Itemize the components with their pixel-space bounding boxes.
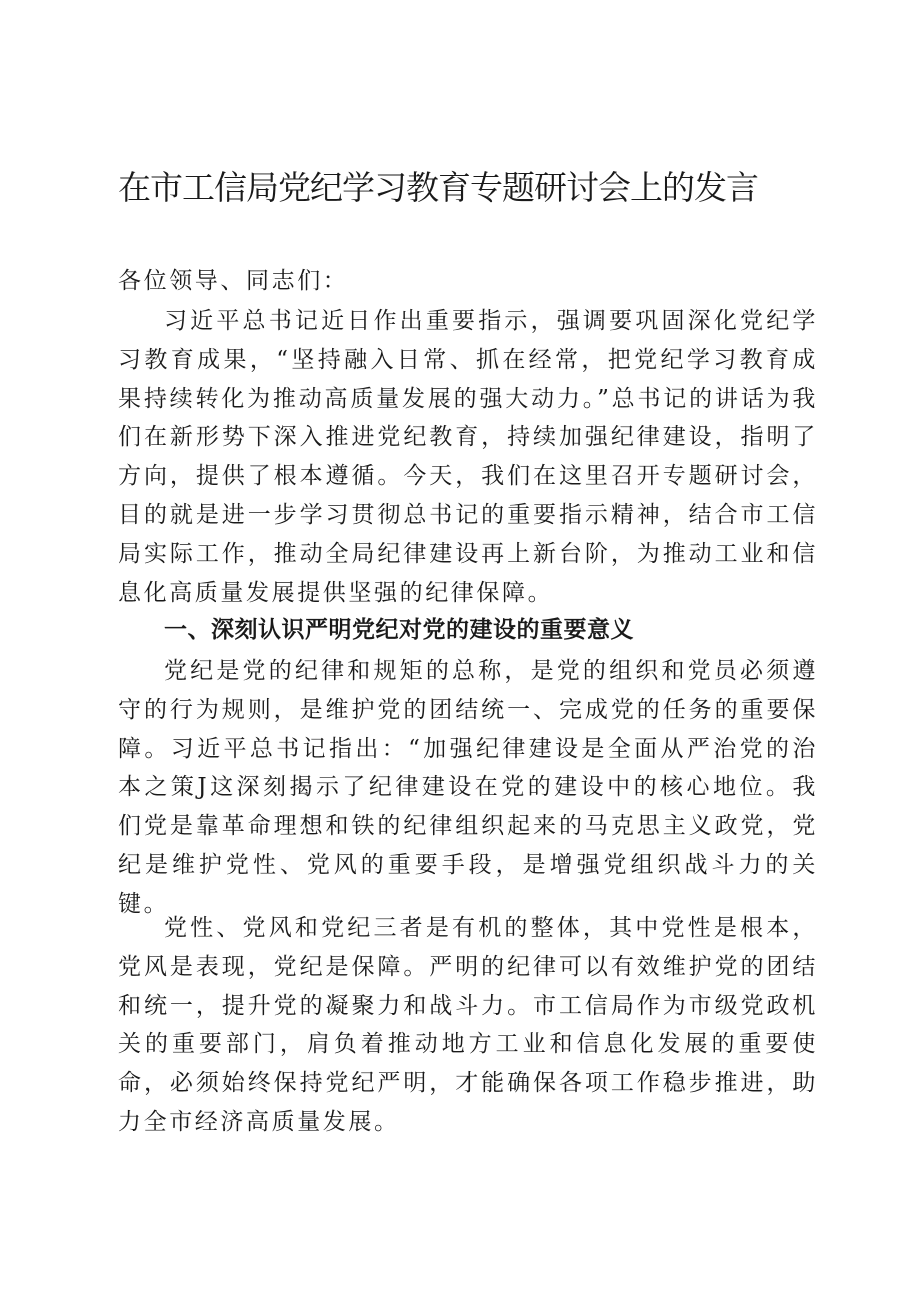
paragraph-intro: 习近平总书记近日作出重要指示，强调要巩固深化党纪学习教育成果，“坚持融入日常、抓在经常，把党纪学习教育成果持续转化为推动高质量发展的强大动力。”总书记的讲话为我们在新形势下深入推进党纪教育，持续加强纪律建设，指明了方向，提供了根本遵循。今天，我们在这里召开专题研讨会，目的就是进一步学习贯彻总书记的重要指示精神，结合市工信局实际工作，推动全局纪律建设再上新台阶，为推动工业和信息化高质量发展提供坚强的纪律保障。: [118, 308, 818, 606]
salutation: 各位领导、同志们：: [118, 268, 349, 294]
paragraph-party-discipline: 党纪是党的纪律和规矩的总称，是党的组织和党员必须遵守的行为规则，是维护党的团结统一、完成党的任务的重要保障。习近平总书记指出：“加强纪律建设是全面从严治党的治本之策J这深刻揭示了纪律建设在党的建设中的核心地位。我们党是靠革命理想和铁的纪律组织起来的马克思主义政党，党纪是维护党性、党风的重要手段，是增强党组织战斗力的关键。: [118, 658, 818, 917]
document-title: 在市工信局党纪学习教育专题研讨会上的发言: [118, 168, 758, 207]
section-heading-1: 一、深刻认识严明党纪对党的建设的重要意义: [164, 617, 634, 643]
paragraph-party-spirit: 党性、党风和党纪三者是有机的整体，其中党性是根本，党风是表现，党纪是保障。严明的纪律可以有效维护党的团结和统一，提升党的凝聚力和战斗力。市工信局作为市级党政机关的重要部门，肩负着推动地方工业和信息化发展的重要使命，必须始终保持党纪严明，才能确保各项工作稳步推进，助力全市经济高质量发展。: [118, 915, 818, 1135]
